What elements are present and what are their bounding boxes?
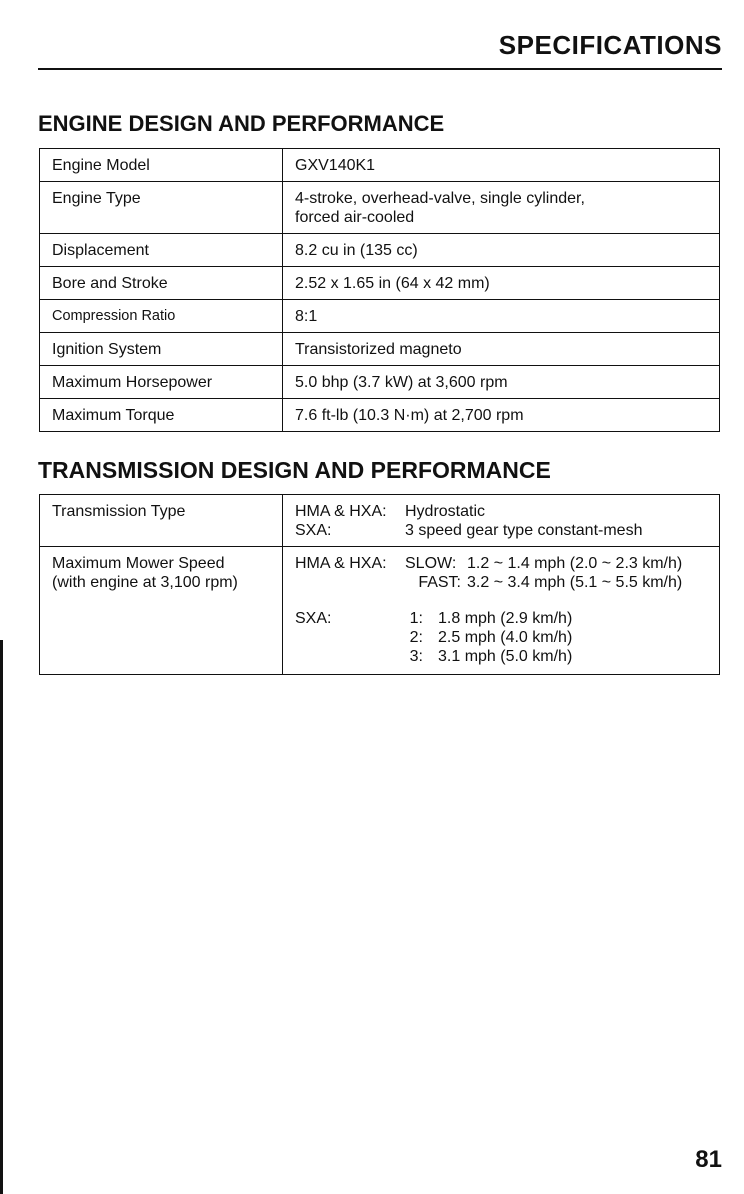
gear-value: 1.8 mph (2.9 km/h) [438, 610, 573, 627]
spec-value [283, 547, 720, 675]
spec-label: Transmission Type [40, 495, 283, 547]
spec-value: 8.2 cu in (135 cc) [283, 234, 720, 267]
spec-value: 7.6 ft-lb (10.3 N·m) at 2,700 rpm [283, 399, 720, 432]
spec-label-line: Maximum Mower Speed [52, 555, 225, 572]
spec-value: 8:1 [283, 300, 720, 333]
speed-value: 3.2 ~ 3.4 mph (5.1 ~ 5.5 km/h) [467, 574, 683, 591]
spec-label: Maximum Horsepower [40, 366, 283, 399]
spacer [295, 647, 405, 666]
table-row [40, 300, 720, 333]
speed-value: 1.2 ~ 1.4 mph (2.0 ~ 2.3 km/h) [467, 555, 683, 572]
header-rule [38, 68, 722, 70]
gear-value: 2.5 mph (4.0 km/h) [438, 629, 573, 646]
gear-label: 2: [409, 629, 423, 646]
hma-speed-grid [295, 554, 711, 592]
table-row [40, 267, 720, 300]
page-edge-mark [0, 640, 3, 1194]
model-label: HMA & HXA: [295, 555, 387, 572]
speed-mode-label: SLOW: [405, 555, 457, 572]
table-row [40, 234, 720, 267]
page-title: SPECIFICATIONS [498, 30, 722, 60]
page-number: 81 [695, 1146, 722, 1173]
transmission-type-grid [295, 502, 707, 540]
table-row [40, 182, 720, 234]
sxa-speed-grid [295, 609, 711, 666]
engine-section-title: ENGINE DESIGN AND PERFORMANCE [38, 111, 445, 136]
table-row [40, 495, 720, 547]
engine-spec-table [39, 148, 720, 432]
model-value: Hydrostatic [405, 503, 486, 520]
model-label: SXA: [295, 610, 332, 627]
table-row [40, 547, 720, 675]
gear-label: 1: [409, 610, 423, 627]
speed-mode-label: FAST: [418, 574, 461, 591]
spec-value: 4-stroke, overhead-valve, single cylinder, forced air-cooled [283, 182, 720, 234]
model-label: SXA: [295, 522, 332, 539]
spec-label-line: (with engine at 3,100 rpm) [52, 574, 238, 591]
spec-label: Engine Model [40, 149, 283, 182]
spec-label: Ignition System [40, 333, 283, 366]
table-row [40, 366, 720, 399]
model-label: HMA & HXA: [295, 503, 387, 520]
transmission-section-title: TRANSMISSION DESIGN AND PERFORMANCE [38, 457, 551, 483]
gear-value: 3.1 mph (5.0 km/h) [438, 648, 573, 665]
spec-value: 5.0 bhp (3.7 kW) at 3,600 rpm [283, 366, 720, 399]
gear-label: 3: [409, 648, 423, 665]
table-row [40, 399, 720, 432]
spec-value: Transistorized magneto [283, 333, 720, 366]
spec-label: Engine Type [40, 182, 283, 234]
spacer [295, 573, 405, 592]
table-row [40, 333, 720, 366]
spec-label: Displacement [40, 234, 283, 267]
table-row [40, 149, 720, 182]
model-value: 3 speed gear type constant-mesh [405, 522, 643, 539]
spec-label [40, 547, 283, 675]
spec-value: GXV140K1 [283, 149, 720, 182]
spec-value: 2.52 x 1.65 in (64 x 42 mm) [283, 267, 720, 300]
spacer [295, 628, 405, 647]
transmission-spec-table [39, 494, 720, 675]
spec-label: Maximum Torque [40, 399, 283, 432]
spec-value [283, 495, 720, 547]
spec-label: Compression Ratio [40, 300, 283, 333]
spec-label: Bore and Stroke [40, 267, 283, 300]
